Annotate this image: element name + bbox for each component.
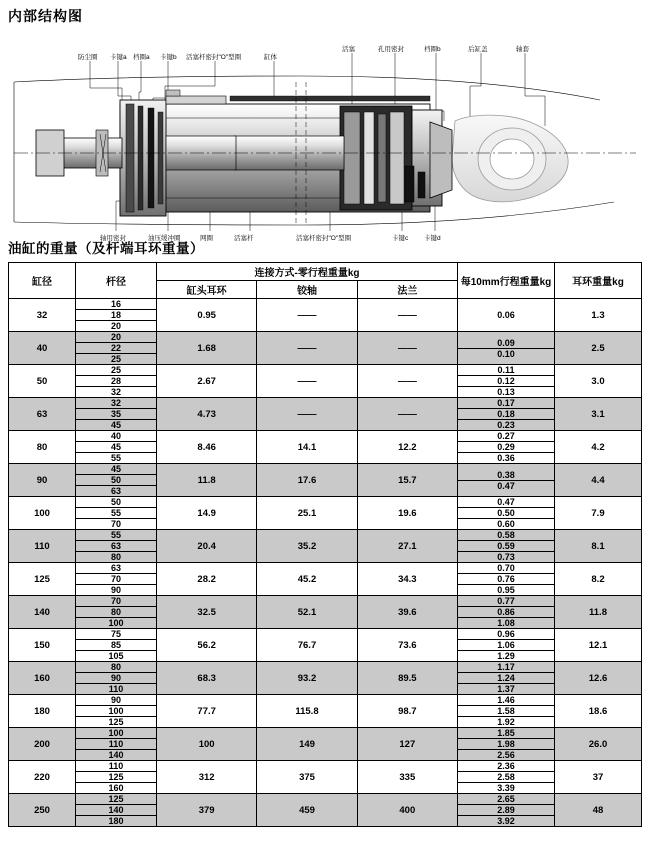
cell-rod-diameters bbox=[76, 728, 157, 761]
cell-trunnion-weight: 76.7 bbox=[257, 629, 357, 662]
table-row bbox=[9, 332, 642, 365]
per-10mm-value: 0.70 bbox=[458, 563, 554, 574]
cell-head-eye-weight: 4.73 bbox=[157, 398, 257, 431]
cell-rod-diameters bbox=[76, 497, 157, 530]
cell-per-10mm-weight bbox=[458, 398, 555, 431]
cell-trunnion-weight: —— bbox=[257, 398, 357, 431]
rod-diameter-value: 100 bbox=[76, 706, 156, 717]
rod-diameter-value: 18 bbox=[76, 310, 156, 321]
per-10mm-value: 0.77 bbox=[458, 596, 554, 607]
cell-rod-diameters bbox=[76, 563, 157, 596]
cell-per-10mm-weight bbox=[458, 365, 555, 398]
cell-trunnion-weight: 35.2 bbox=[257, 530, 357, 563]
cell-flange-weight: 127 bbox=[357, 728, 457, 761]
per-10mm-value: 0.86 bbox=[458, 607, 554, 618]
diagram-label-piston-rod: 活塞杆 bbox=[234, 235, 254, 242]
cell-per-10mm-weight bbox=[458, 695, 555, 728]
cell-head-eye-weight: 8.46 bbox=[157, 431, 257, 464]
cell-head-eye-weight: 100 bbox=[157, 728, 257, 761]
cell-ear-weight: 4.2 bbox=[555, 431, 642, 464]
table-row bbox=[9, 497, 642, 530]
cell-bore: 63 bbox=[9, 398, 76, 431]
diagram-label-shaft-seal: 轴用密封 bbox=[100, 235, 126, 242]
col-header-trunnion: 铰轴 bbox=[257, 281, 357, 299]
rod-diameter-value: 16 bbox=[76, 299, 156, 310]
cell-ear-weight: 8.2 bbox=[555, 563, 642, 596]
per-10mm-value: 1.98 bbox=[458, 739, 554, 750]
rod-diameter-value: 85 bbox=[76, 640, 156, 651]
cell-flange-weight: 15.7 bbox=[357, 464, 457, 497]
cell-bore: 125 bbox=[9, 563, 76, 596]
per-10mm-value: 0.27 bbox=[458, 431, 554, 442]
rod-diameter-value: 45 bbox=[110, 420, 121, 430]
rod-diameter-value: 140 bbox=[108, 750, 124, 760]
cell-rod-diameters bbox=[76, 629, 157, 662]
col-header-flange: 法兰 bbox=[357, 281, 457, 299]
cell-ear-weight: 8.1 bbox=[555, 530, 642, 563]
per-10mm-value: 0.29 bbox=[458, 442, 554, 453]
table-row bbox=[9, 563, 642, 596]
cell-flange-weight: 12.2 bbox=[357, 431, 457, 464]
per-10mm-value: 2.56 bbox=[497, 750, 515, 760]
header-row-1 bbox=[9, 263, 642, 281]
rod-diameter-value: 140 bbox=[76, 805, 156, 816]
cell-bore: 40 bbox=[9, 332, 76, 365]
rod-diameter-value: 160 bbox=[108, 783, 124, 793]
cell-bore: 140 bbox=[9, 596, 76, 629]
cell-bore: 50 bbox=[9, 365, 76, 398]
cell-flange-weight: —— bbox=[357, 299, 457, 332]
cell-flange-weight: 39.6 bbox=[357, 596, 457, 629]
table-row bbox=[9, 662, 642, 695]
cell-flange-weight: 73.6 bbox=[357, 629, 457, 662]
rod-diameter-value: 110 bbox=[108, 684, 124, 694]
cell-trunnion-weight: 93.2 bbox=[257, 662, 357, 695]
per-10mm-value: 0.95 bbox=[497, 585, 515, 595]
diagram-label-retainer-a: 档圈a bbox=[133, 54, 150, 61]
rod-diameter-value: 63 bbox=[110, 486, 121, 496]
cell-head-eye-weight: 312 bbox=[157, 761, 257, 794]
table-row bbox=[9, 794, 642, 827]
cell-per-10mm-weight bbox=[458, 629, 555, 662]
rod-diameter-value: 80 bbox=[76, 662, 156, 673]
cell-head-eye-weight: 32.5 bbox=[157, 596, 257, 629]
cell-ear-weight: 4.4 bbox=[555, 464, 642, 497]
rod-diameter-value: 70 bbox=[76, 574, 156, 585]
per-10mm-value: 1.08 bbox=[497, 618, 515, 628]
rod-diameter-value: 25 bbox=[76, 365, 156, 376]
cell-per-10mm-weight bbox=[458, 662, 555, 695]
cell-bore: 200 bbox=[9, 728, 76, 761]
cell-rod-diameters bbox=[76, 464, 157, 497]
rod-diameter-value: 35 bbox=[76, 409, 156, 420]
per-10mm-value: 0.11 bbox=[458, 365, 554, 376]
cell-rod-diameters bbox=[76, 794, 157, 827]
cell-per-10mm-weight bbox=[458, 497, 555, 530]
weight-table-title: 油缸的重量（及杆端耳环重量） bbox=[8, 241, 204, 256]
diagram-label-retainer-b: 档圈b bbox=[424, 46, 441, 53]
rod-diameter-value: 90 bbox=[110, 585, 121, 595]
cell-ear-weight: 2.5 bbox=[555, 332, 642, 365]
cell-trunnion-weight: —— bbox=[257, 332, 357, 365]
cell-rod-diameters bbox=[76, 398, 157, 431]
rod-diameter-value: 55 bbox=[76, 530, 156, 541]
diagram-label-rod-seal-o-ring-top: 活塞杆密封"O"型圈 bbox=[186, 54, 242, 61]
rod-diameter-value: 20 bbox=[110, 321, 121, 331]
diagram-label-mesh-ring: 网圈 bbox=[200, 235, 213, 242]
cell-bore: 100 bbox=[9, 497, 76, 530]
cell-head-eye-weight: 20.4 bbox=[157, 530, 257, 563]
col-header-group: 连接方式-零行程重量kg bbox=[157, 263, 458, 281]
per-10mm-value: 0.96 bbox=[458, 629, 554, 640]
rod-diameter-value: 80 bbox=[76, 607, 156, 618]
cell-head-eye-weight: 56.2 bbox=[157, 629, 257, 662]
cell-trunnion-weight: 459 bbox=[257, 794, 357, 827]
per-10mm-value: 0.47 bbox=[497, 480, 515, 491]
col-header-head-eye: 缸头耳环 bbox=[157, 281, 257, 299]
cell-ear-weight: 1.3 bbox=[555, 299, 642, 332]
rod-diameter-value: 110 bbox=[76, 761, 156, 772]
cell-trunnion-weight: 375 bbox=[257, 761, 357, 794]
per-10mm-value: 0.23 bbox=[497, 420, 515, 430]
diagram-label-piston: 活塞 bbox=[342, 46, 355, 53]
table-row bbox=[9, 530, 642, 563]
per-10mm-value: 2.36 bbox=[458, 761, 554, 772]
cell-rod-diameters bbox=[76, 761, 157, 794]
rod-diameter-value: 75 bbox=[76, 629, 156, 640]
diagram-label-snap-ring-d: 卡键d bbox=[424, 235, 441, 242]
per-10mm-value: 0.50 bbox=[458, 508, 554, 519]
per-10mm-value: 1.17 bbox=[458, 662, 554, 673]
per-10mm-value: 0.60 bbox=[497, 519, 515, 529]
cell-flange-weight: 335 bbox=[357, 761, 457, 794]
cell-head-eye-weight: 1.68 bbox=[157, 332, 257, 365]
rod-diameter-value: 28 bbox=[76, 376, 156, 387]
rod-diameter-value: 70 bbox=[110, 519, 121, 529]
per-10mm-value: 1.06 bbox=[458, 640, 554, 651]
rod-diameter-value: 55 bbox=[110, 453, 121, 463]
diagram-label-hole-seal: 孔用密封 bbox=[378, 46, 404, 53]
cell-head-eye-weight: 14.9 bbox=[157, 497, 257, 530]
cell-per-10mm-weight bbox=[458, 761, 555, 794]
cell-ear-weight: 48 bbox=[555, 794, 642, 827]
cell-per-10mm-weight bbox=[458, 464, 555, 497]
cell-trunnion-weight: 17.6 bbox=[257, 464, 357, 497]
table-row bbox=[9, 464, 642, 497]
cell-flange-weight: 89.5 bbox=[357, 662, 457, 695]
cylinder-diagram bbox=[0, 26, 650, 242]
table-row bbox=[9, 299, 642, 332]
table-header bbox=[9, 263, 642, 299]
col-header-per10mm: 每10mm行程重量kg bbox=[458, 263, 555, 299]
per-10mm-value: 0.17 bbox=[458, 398, 554, 409]
rod-diameter-value: 50 bbox=[76, 497, 156, 508]
cell-rod-diameters bbox=[76, 530, 157, 563]
cell-bore: 150 bbox=[9, 629, 76, 662]
diagram-label-rod-seal-o-ring-bottom: 活塞杆密封"O"型圈 bbox=[296, 235, 352, 242]
cell-trunnion-weight: 14.1 bbox=[257, 431, 357, 464]
diagram-label-snap-ring-c: 卡键c bbox=[392, 235, 409, 242]
per-10mm-value: 1.85 bbox=[458, 728, 554, 739]
cell-rod-diameters bbox=[76, 365, 157, 398]
cell-trunnion-weight: 45.2 bbox=[257, 563, 357, 596]
diagram-label-cylinder-tube: 缸体 bbox=[264, 54, 277, 61]
cell-flange-weight: 34.3 bbox=[357, 563, 457, 596]
per-10mm-value: 0.38 bbox=[458, 470, 554, 481]
cell-ear-weight: 3.1 bbox=[555, 398, 642, 431]
cell-ear-weight: 3.0 bbox=[555, 365, 642, 398]
per-10mm-value: 0.59 bbox=[458, 541, 554, 552]
cell-per-10mm-weight bbox=[458, 596, 555, 629]
cell-head-eye-weight: 2.67 bbox=[157, 365, 257, 398]
cell-per-10mm-weight bbox=[458, 563, 555, 596]
cell-bore: 110 bbox=[9, 530, 76, 563]
per-10mm-value: 1.37 bbox=[497, 684, 515, 694]
cell-rod-diameters bbox=[76, 332, 157, 365]
cell-rod-diameters bbox=[76, 695, 157, 728]
per-10mm-value: 1.24 bbox=[458, 673, 554, 684]
per-10mm-value: 2.65 bbox=[458, 794, 554, 805]
cell-per-10mm-weight bbox=[458, 728, 555, 761]
table-row bbox=[9, 365, 642, 398]
rod-diameter-value: 70 bbox=[76, 596, 156, 607]
diagram-label-cushion-ring: 油压缓冲圈 bbox=[148, 235, 181, 242]
cell-trunnion-weight: —— bbox=[257, 365, 357, 398]
rod-diameter-value: 110 bbox=[76, 739, 156, 750]
cell-ear-weight: 7.9 bbox=[555, 497, 642, 530]
cell-ear-weight: 12.6 bbox=[555, 662, 642, 695]
cell-per-10mm-weight bbox=[458, 299, 555, 332]
cell-flange-weight: 400 bbox=[357, 794, 457, 827]
cell-ear-weight: 26.0 bbox=[555, 728, 642, 761]
cell-per-10mm-weight bbox=[458, 431, 555, 464]
per-10mm-value: 2.89 bbox=[458, 805, 554, 816]
structure-section-title: 内部结构图 bbox=[8, 8, 83, 24]
diagram-label-snap-ring-a: 卡键a bbox=[110, 54, 127, 61]
cell-ear-weight: 12.1 bbox=[555, 629, 642, 662]
cell-flange-weight: —— bbox=[357, 365, 457, 398]
table-body bbox=[9, 299, 642, 827]
per-10mm-value: 1.58 bbox=[458, 706, 554, 717]
per-10mm-value: 0.47 bbox=[458, 497, 554, 508]
cell-per-10mm-weight bbox=[458, 332, 555, 365]
rod-diameter-value: 100 bbox=[76, 728, 156, 739]
cell-bore: 250 bbox=[9, 794, 76, 827]
table-row bbox=[9, 398, 642, 431]
rod-diameter-value: 125 bbox=[76, 794, 156, 805]
cell-rod-diameters bbox=[76, 596, 157, 629]
per-10mm-value: 0.12 bbox=[458, 376, 554, 387]
cell-bore: 220 bbox=[9, 761, 76, 794]
rod-diameter-value: 100 bbox=[108, 618, 124, 628]
diagram-label-rear-cap: 后缸盖 bbox=[468, 46, 488, 53]
cell-bore: 32 bbox=[9, 299, 76, 332]
diagram-label-dust-seal: 防尘圈 bbox=[78, 54, 98, 61]
cylinder-weight-table bbox=[8, 262, 642, 827]
cell-trunnion-weight: 115.8 bbox=[257, 695, 357, 728]
per-10mm-value: 1.92 bbox=[497, 717, 515, 727]
per-10mm-value: 1.29 bbox=[497, 651, 515, 661]
cell-per-10mm-weight bbox=[458, 794, 555, 827]
col-header-ear-weight: 耳环重量kg bbox=[555, 263, 642, 299]
cell-head-eye-weight: 11.8 bbox=[157, 464, 257, 497]
rod-diameter-value: 55 bbox=[76, 508, 156, 519]
col-header-rod: 杆径 bbox=[76, 263, 157, 299]
diagram-label-snap-ring-b: 卡键b bbox=[160, 54, 177, 61]
rod-diameter-value: 125 bbox=[108, 717, 124, 727]
cell-bore: 90 bbox=[9, 464, 76, 497]
rod-diameter-value: 80 bbox=[110, 552, 121, 562]
col-header-bore: 缸径 bbox=[9, 263, 76, 299]
cell-head-eye-weight: 0.95 bbox=[157, 299, 257, 332]
rod-diameter-value: 180 bbox=[108, 816, 124, 826]
rod-diameter-value: 22 bbox=[76, 343, 156, 354]
cell-flange-weight: 98.7 bbox=[357, 695, 457, 728]
per-10mm-value: 3.39 bbox=[497, 783, 515, 793]
rod-diameter-value: 63 bbox=[76, 563, 156, 574]
per-10mm-value: 0.13 bbox=[497, 387, 515, 397]
cell-head-eye-weight: 28.2 bbox=[157, 563, 257, 596]
rod-diameter-value: 63 bbox=[76, 541, 156, 552]
rod-diameter-value: 125 bbox=[76, 772, 156, 783]
cell-head-eye-weight: 68.3 bbox=[157, 662, 257, 695]
table-row bbox=[9, 695, 642, 728]
per-10mm-value: 0.06 bbox=[497, 310, 515, 320]
cell-bore: 80 bbox=[9, 431, 76, 464]
table-row bbox=[9, 431, 642, 464]
cell-head-eye-weight: 77.7 bbox=[157, 695, 257, 728]
rod-diameter-value: 20 bbox=[76, 332, 156, 343]
cell-flange-weight: —— bbox=[357, 398, 457, 431]
rod-diameter-value: 50 bbox=[76, 475, 156, 486]
rod-diameter-value: 32 bbox=[110, 387, 121, 397]
cell-trunnion-weight: 52.1 bbox=[257, 596, 357, 629]
cell-per-10mm-weight bbox=[458, 530, 555, 563]
per-10mm-value: 0.36 bbox=[497, 453, 515, 463]
rod-diameter-value: 25 bbox=[110, 354, 121, 364]
rod-diameter-value: 45 bbox=[76, 464, 156, 475]
rod-diameter-value: 40 bbox=[76, 431, 156, 442]
cell-flange-weight: 19.6 bbox=[357, 497, 457, 530]
cell-bore: 160 bbox=[9, 662, 76, 695]
per-10mm-value: 0.09 bbox=[458, 338, 554, 349]
cell-rod-diameters bbox=[76, 662, 157, 695]
per-10mm-value: 0.58 bbox=[458, 530, 554, 541]
per-10mm-value: 2.58 bbox=[458, 772, 554, 783]
cell-head-eye-weight: 379 bbox=[157, 794, 257, 827]
rod-diameter-value: 90 bbox=[76, 695, 156, 706]
per-10mm-value: 3.92 bbox=[497, 816, 515, 826]
per-10mm-value: 1.46 bbox=[458, 695, 554, 706]
cell-trunnion-weight: 25.1 bbox=[257, 497, 357, 530]
per-10mm-value: 0.10 bbox=[497, 348, 515, 359]
cell-rod-diameters bbox=[76, 431, 157, 464]
cell-rod-diameters bbox=[76, 299, 157, 332]
per-10mm-value: 0.18 bbox=[458, 409, 554, 420]
diagram-label-bushing: 轴套 bbox=[516, 46, 529, 53]
table-row bbox=[9, 728, 642, 761]
per-10mm-value: 0.76 bbox=[458, 574, 554, 585]
rod-diameter-value: 45 bbox=[76, 442, 156, 453]
table-row bbox=[9, 761, 642, 794]
cell-trunnion-weight: —— bbox=[257, 299, 357, 332]
rod-diameter-value: 32 bbox=[76, 398, 156, 409]
cell-flange-weight: —— bbox=[357, 332, 457, 365]
cell-trunnion-weight: 149 bbox=[257, 728, 357, 761]
page-root bbox=[0, 6, 650, 853]
cell-bore: 180 bbox=[9, 695, 76, 728]
per-10mm-value: 0.73 bbox=[497, 552, 515, 562]
cell-flange-weight: 27.1 bbox=[357, 530, 457, 563]
cell-ear-weight: 37 bbox=[555, 761, 642, 794]
table-row bbox=[9, 596, 642, 629]
cell-ear-weight: 11.8 bbox=[555, 596, 642, 629]
table-row bbox=[9, 629, 642, 662]
cell-ear-weight: 18.6 bbox=[555, 695, 642, 728]
rod-diameter-value: 105 bbox=[108, 651, 124, 661]
rod-diameter-value: 90 bbox=[76, 673, 156, 684]
